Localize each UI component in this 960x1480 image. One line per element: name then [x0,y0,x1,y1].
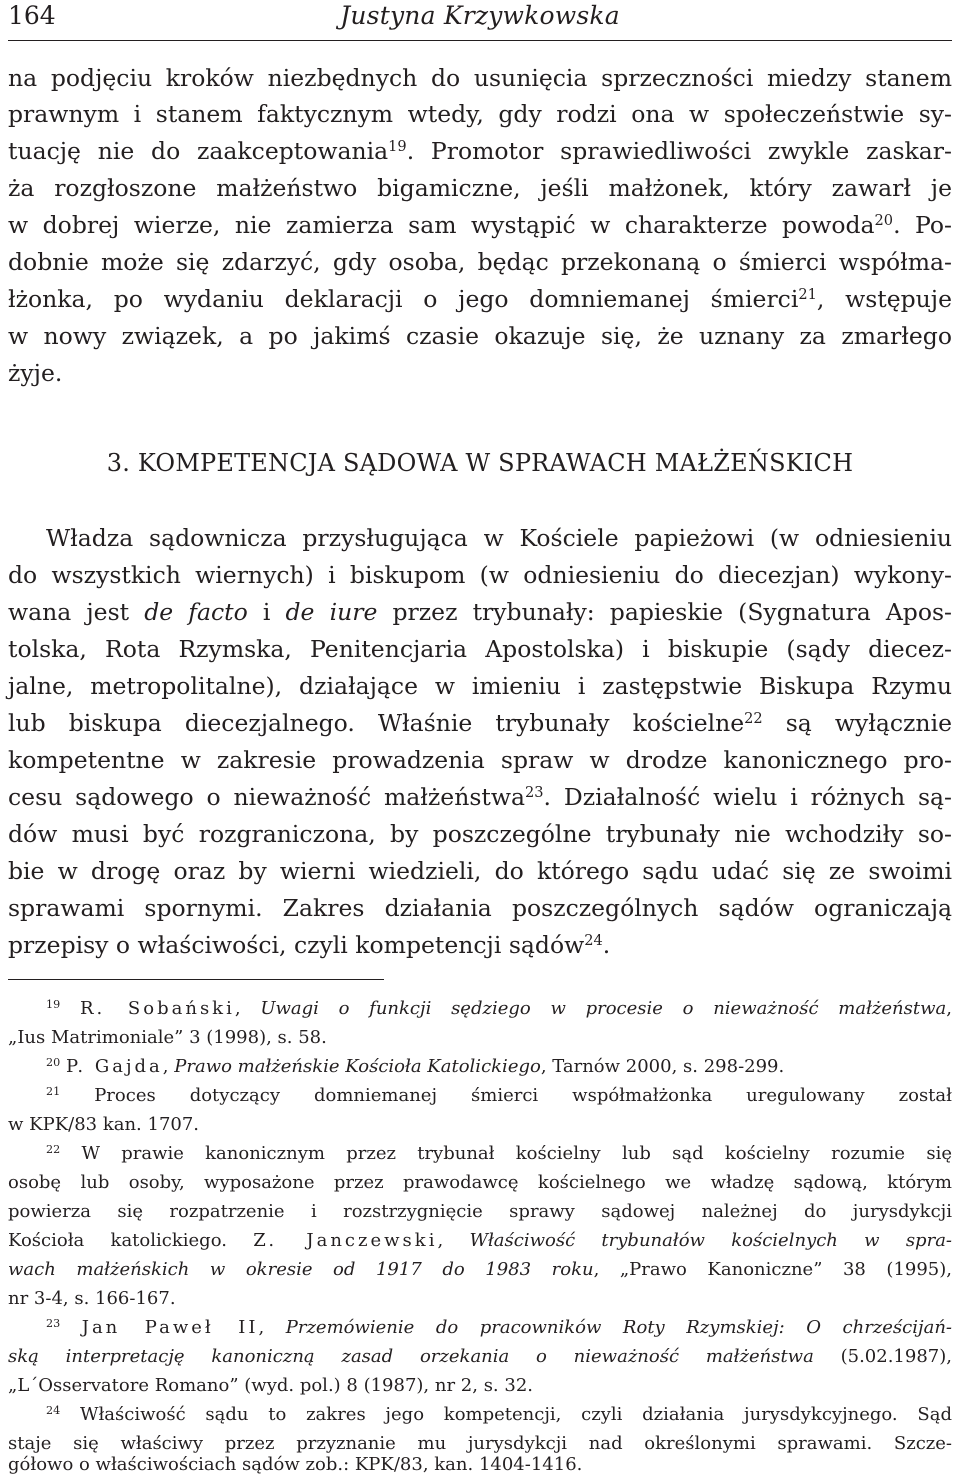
footnote-ref[interactable]: 19 [388,138,407,155]
text-line: lub biskupa diecezjalnego. Właśnie trybunały kościelne$^{22}$ są wyłącznie [8,709,952,737]
text-line: jalne, metropolitalne), działające w imieniu i zastępstwie Biskupa Rzymu [8,672,952,700]
text-line: na podjęciu kroków niezbędnych do usunięcia sprzeczności miedzy stanem [8,64,952,92]
text-line: do wszystkich wiernych) i biskupom (w odniesieniu do diecezjan) wykony- [8,561,952,589]
section-heading: 3. KOMPETENCJA SĄDOWA W SPRAWACH MAŁŻEŃSKICH [106,449,854,477]
footnote-23: $^{23}$ Jan Paweł II, Przemówienie do pracowników Roty Rzymskiej: O chrześcijań- [46,1316,952,1338]
text-line: wana jest de facto i de iure przez trybunały: papieskie (Sygnatura Apos- [8,598,952,626]
footnote-20: $^{20}$ P. Gajda, Prawo małżeńskie Kościoła Katolickiego, Tarnów 2000, s. 298-299. [46,1055,785,1077]
footnote-ref[interactable]: 21 [798,286,817,303]
footnote-line: staje się właściwy przez przyznanie mu jurysdykcji nad określonymi sprawami. Szcze- [8,1433,952,1454]
text-line: żyje. [8,359,63,387]
footnote-line: „L´Osservatore Romano” (wyd. pol.) 8 (1987), nr 2, s. 32. [8,1375,533,1396]
text-line: dobnie może się zdarzyć, gdy osoba, będąc przekonaną o śmierci współma- [8,248,952,276]
text-line: ża rozgłoszone małżeństwo bigamiczne, jeśli małżonek, który zawarł je [8,174,952,202]
footnote-line: osobę lub osoby, wyposażone przez prawodawcę kościelnego we władzę sądową, którym [8,1172,952,1193]
text-line: tolska, Rota Rzymska, Penitencjaria Apostolska) i biskupie (sądy diecez- [8,635,952,663]
text-line: cesu sądowego o nieważność małżeństwa$^{23}$. Działalność wielu i różnych są- [8,783,952,811]
text-line: kompetentne w zakresie prowadzenia spraw w drodze kanonicznego pro- [8,746,952,774]
footnote-line: gółowo o właściwościach sądów zob.: KPK/83, kan. 1404-1416. [8,1454,583,1475]
text-line: Władza sądownicza przysługująca w Kościele papieżowi (w odniesieniu [46,524,952,552]
footnote-19: $^{19}$ R. Sobański, Uwagi o funkcji sędziego w procesie o nieważność małżeństwa, [46,997,952,1019]
footnote-ref[interactable]: 22 [744,710,763,727]
footnote-line: „Ius Matrimoniale” 3 (1998), s. 58. [8,1027,327,1048]
text-line: prawnym i stanem faktycznym wtedy, gdy rodzi ona w społeczeństwie sy- [8,100,952,128]
text-line: tuację nie do zaakceptowania$^{19}$. Promotor sprawiedliwości zwykle zaskar- [8,137,952,165]
footnote-ref[interactable]: 23 [524,784,544,801]
footnote-24: $^{24}$ Właściwość sądu to zakres jego kompetencji, czyli działania jurysdykcyjnego. Sąd [46,1403,952,1425]
footnote-line: nr 3-4, s. 166-167. [8,1288,176,1309]
footnote-ref[interactable]: 20 [874,212,894,229]
footnote-21: $^{21}$ Proces dotyczący domniemanej śmierci współmałżonka uregulowany został [46,1084,952,1106]
footnote-22: $^{22}$ W prawie kanonicznym przez trybunał kościelny lub sąd kościelny rozumie się [46,1142,952,1164]
footnote-line: powierza się rozpatrzenie i rozstrzygnięcie sprawy sądowej należnej do jurysdykcji [8,1201,952,1222]
running-header [8,0,952,41]
text-line: przepisy o właściwości, czyli kompetencji sądów$^{24}$. [8,931,611,959]
text-line: w dobrej wierze, nie zamierza sam wystąpić w charakterze powoda$^{20}$. Po- [8,211,952,239]
running-title: Justyna Krzywkowska [340,1,620,30]
text-line: sprawami spornymi. Zakres działania poszczególnych sądów ograniczają [8,894,952,922]
text-line: dów musi być rozgraniczona, by poszczególne trybunały nie wchodziły so- [8,820,952,848]
text-line: łżonka, po wydaniu deklaracji o jego domniemanej śmierci$^{21}$, wstępuje [8,285,952,313]
text-line: w nowy związek, a po jakimś czasie okazuje się, że uznany za zmarłego [8,322,952,350]
footnote-line: wach małżeńskich w okresie od 1917 do 1983 roku, „Prawo Kanoniczne” 38 (1995), [8,1259,953,1280]
page-number: 164 [8,1,56,30]
text-line: bie w drogę oraz by wierni wiedzieli, do którego sądu udać się ze swoimi [8,857,952,885]
footnote-line: ską interpretację kanoniczną zasad orzekania o nieważność małżeństwa (5.02.1987), [8,1346,952,1367]
footnote-line: Kościoła katolickiego. Z. Janczewski, Właściwość trybunałów kościelnych w spra- [8,1230,953,1251]
footnote-separator [8,979,384,980]
footnote-ref[interactable]: 24 [584,932,603,949]
footnote-line: w KPK/83 kan. 1707. [8,1114,200,1135]
